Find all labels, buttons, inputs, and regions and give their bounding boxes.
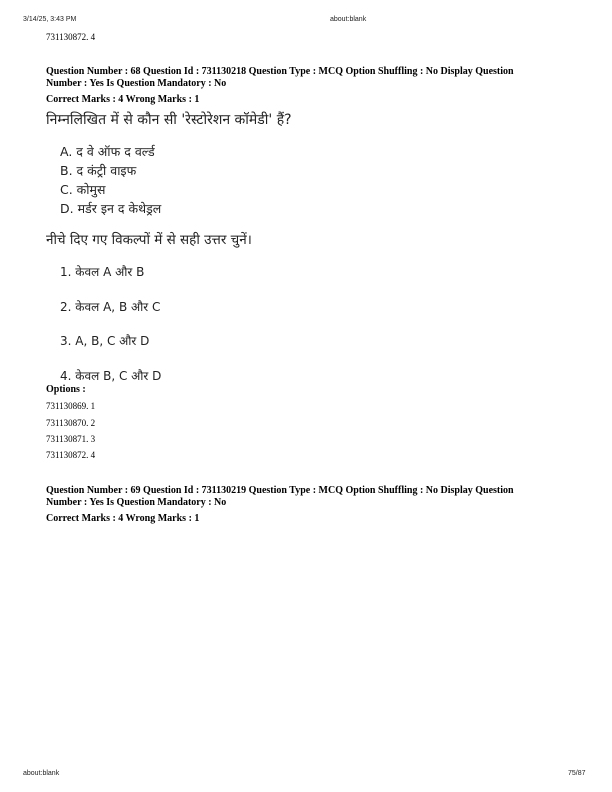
q68-choice-1: 1. केवल A और B — [60, 265, 145, 279]
q68-item-b: B. द कंट्री वाइफ — [60, 163, 137, 178]
q68-option-id-4: 731130872. 4 — [46, 450, 96, 460]
q68-question-text: निम्नलिखित में से कौन सी 'रेस्टोरेशन कॉमेडी' हैं? — [46, 112, 292, 128]
q68-choice-4: 4. केवल B, C और D — [60, 369, 162, 383]
q69-meta-line-2: Number : Yes Is Question Mandatory : No — [46, 497, 227, 508]
q68-item-d: D. मर्डर इन द केथेड्रल — [60, 201, 162, 216]
q68-item-a: A. द वे ऑफ द वर्ल्ड — [60, 144, 155, 159]
q68-option-id-1: 731130869. 1 — [46, 401, 96, 411]
page-number: 75/87 — [568, 770, 586, 777]
print-url: about:blank — [330, 16, 367, 23]
q68-options-label: Options : — [46, 384, 86, 395]
q68-option-id-2: 731130870. 2 — [46, 418, 96, 428]
q68-marks: Correct Marks : 4 Wrong Marks : 1 — [46, 94, 200, 105]
q68-choice-2: 2. केवल A, B और C — [60, 300, 161, 314]
print-datetime: 3/14/25, 3:43 PM — [23, 16, 77, 23]
q68-meta-line-1: Question Number : 68 Question Id : 731130218 Question Type : MCQ Option Shuffling : No Display Question — [46, 66, 514, 77]
footer-url: about:blank — [23, 770, 60, 777]
previous-option-tail: 731130872. 4 — [46, 32, 96, 42]
q69-marks: Correct Marks : 4 Wrong Marks : 1 — [46, 513, 200, 524]
q68-choice-3: 3. A, B, C और D — [60, 334, 150, 348]
q68-instruction: नीचे दिए गए विकल्पों में से सही उत्तर चुनें। — [46, 232, 252, 248]
q68-meta-line-2: Number : Yes Is Question Mandatory : No — [46, 78, 227, 89]
q68-option-id-3: 731130871. 3 — [46, 434, 96, 444]
q69-meta-line-1: Question Number : 69 Question Id : 731130219 Question Type : MCQ Option Shuffling : No Display Question — [46, 485, 514, 496]
q68-item-c: C. कोमुस — [60, 182, 106, 197]
